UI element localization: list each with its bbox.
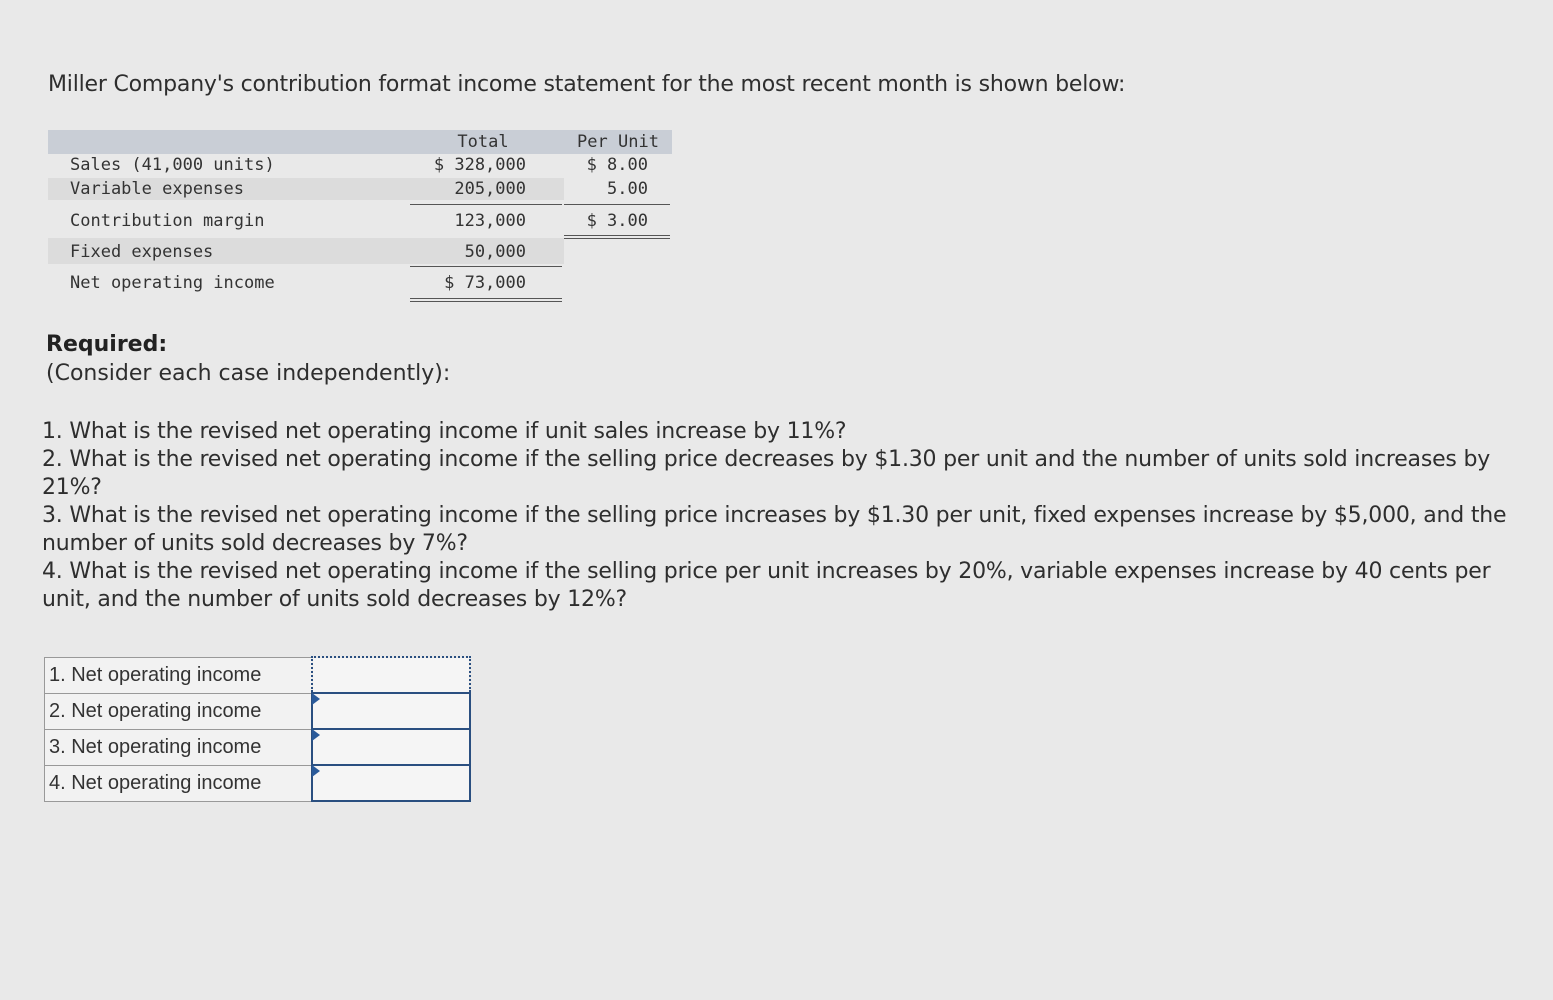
header-per-unit: Per Unit	[577, 132, 659, 152]
total-double-line	[410, 298, 562, 302]
question-1: 1. What is the revised net operating income if unit sales increase by 11%?	[42, 419, 847, 444]
answer-label-1: 1. Net operating income	[45, 657, 313, 693]
question-2: 2. What is the revised net operating income if the selling price decreases by $1.30 per unit and the number of units sold increases by 21%?	[42, 447, 1491, 500]
flag-icon	[312, 765, 320, 777]
intro-text: Miller Company's contribution format income statement for the most recent month is shown below:	[48, 72, 1126, 97]
row-total-net-income: $ 73,000	[444, 273, 526, 293]
required-note: (Consider each case independently):	[46, 361, 451, 386]
question-list	[42, 418, 1542, 614]
header-total: Total	[457, 132, 509, 152]
row-total-fixed: 50,000	[464, 242, 526, 262]
answer-row	[45, 693, 471, 729]
answer-cell-3	[312, 729, 470, 765]
answer-row	[45, 657, 471, 693]
answer-input-4[interactable]	[313, 767, 467, 799]
row-label-net-income: Net operating income	[70, 273, 275, 293]
row-per-unit-contribution: $ 3.00	[586, 211, 648, 231]
row-label-contribution: Contribution margin	[70, 211, 265, 231]
answer-label-2: 2. Net operating income	[45, 693, 313, 729]
total-double-line	[564, 235, 670, 239]
subtotal-line	[410, 204, 562, 205]
row-total-variable: 205,000	[454, 179, 526, 199]
row-total-contribution: 123,000	[454, 211, 526, 231]
answer-input-1[interactable]	[313, 659, 467, 691]
answer-cell-4	[312, 765, 470, 801]
subtotal-line	[410, 266, 562, 267]
row-label-fixed: Fixed expenses	[70, 242, 214, 262]
answer-cell-2	[312, 693, 470, 729]
row-per-unit-sales: $ 8.00	[586, 155, 648, 175]
income-statement	[48, 130, 674, 310]
subtotal-line	[564, 204, 670, 205]
row-per-unit-variable: 5.00	[607, 179, 648, 199]
answer-input-2[interactable]	[313, 695, 467, 727]
flag-icon	[312, 693, 320, 705]
answer-label-3: 3. Net operating income	[45, 729, 313, 765]
answer-label-4: 4. Net operating income	[45, 765, 313, 801]
row-label-sales: Sales (41,000 units)	[70, 155, 275, 175]
flag-icon	[312, 729, 320, 741]
answer-input-3[interactable]	[313, 731, 467, 763]
row-label-variable: Variable expenses	[70, 179, 244, 199]
answer-row	[45, 729, 471, 765]
answer-table	[44, 656, 471, 802]
question-4: 4. What is the revised net operating income if the selling price per unit increases by 20%, variable expenses increase by 40 cents per unit, and the number of units sold decreases by 12%?	[42, 559, 1491, 612]
question-3: 3. What is the revised net operating income if the selling price increases by $1.30 per unit, fixed expenses increase by $5,000, and the number of units sold decreases by 7%?	[42, 503, 1507, 556]
required-heading: Required:	[46, 332, 168, 357]
answer-row	[45, 765, 471, 801]
answer-cell-1	[312, 657, 470, 693]
row-total-sales: $ 328,000	[433, 155, 526, 175]
